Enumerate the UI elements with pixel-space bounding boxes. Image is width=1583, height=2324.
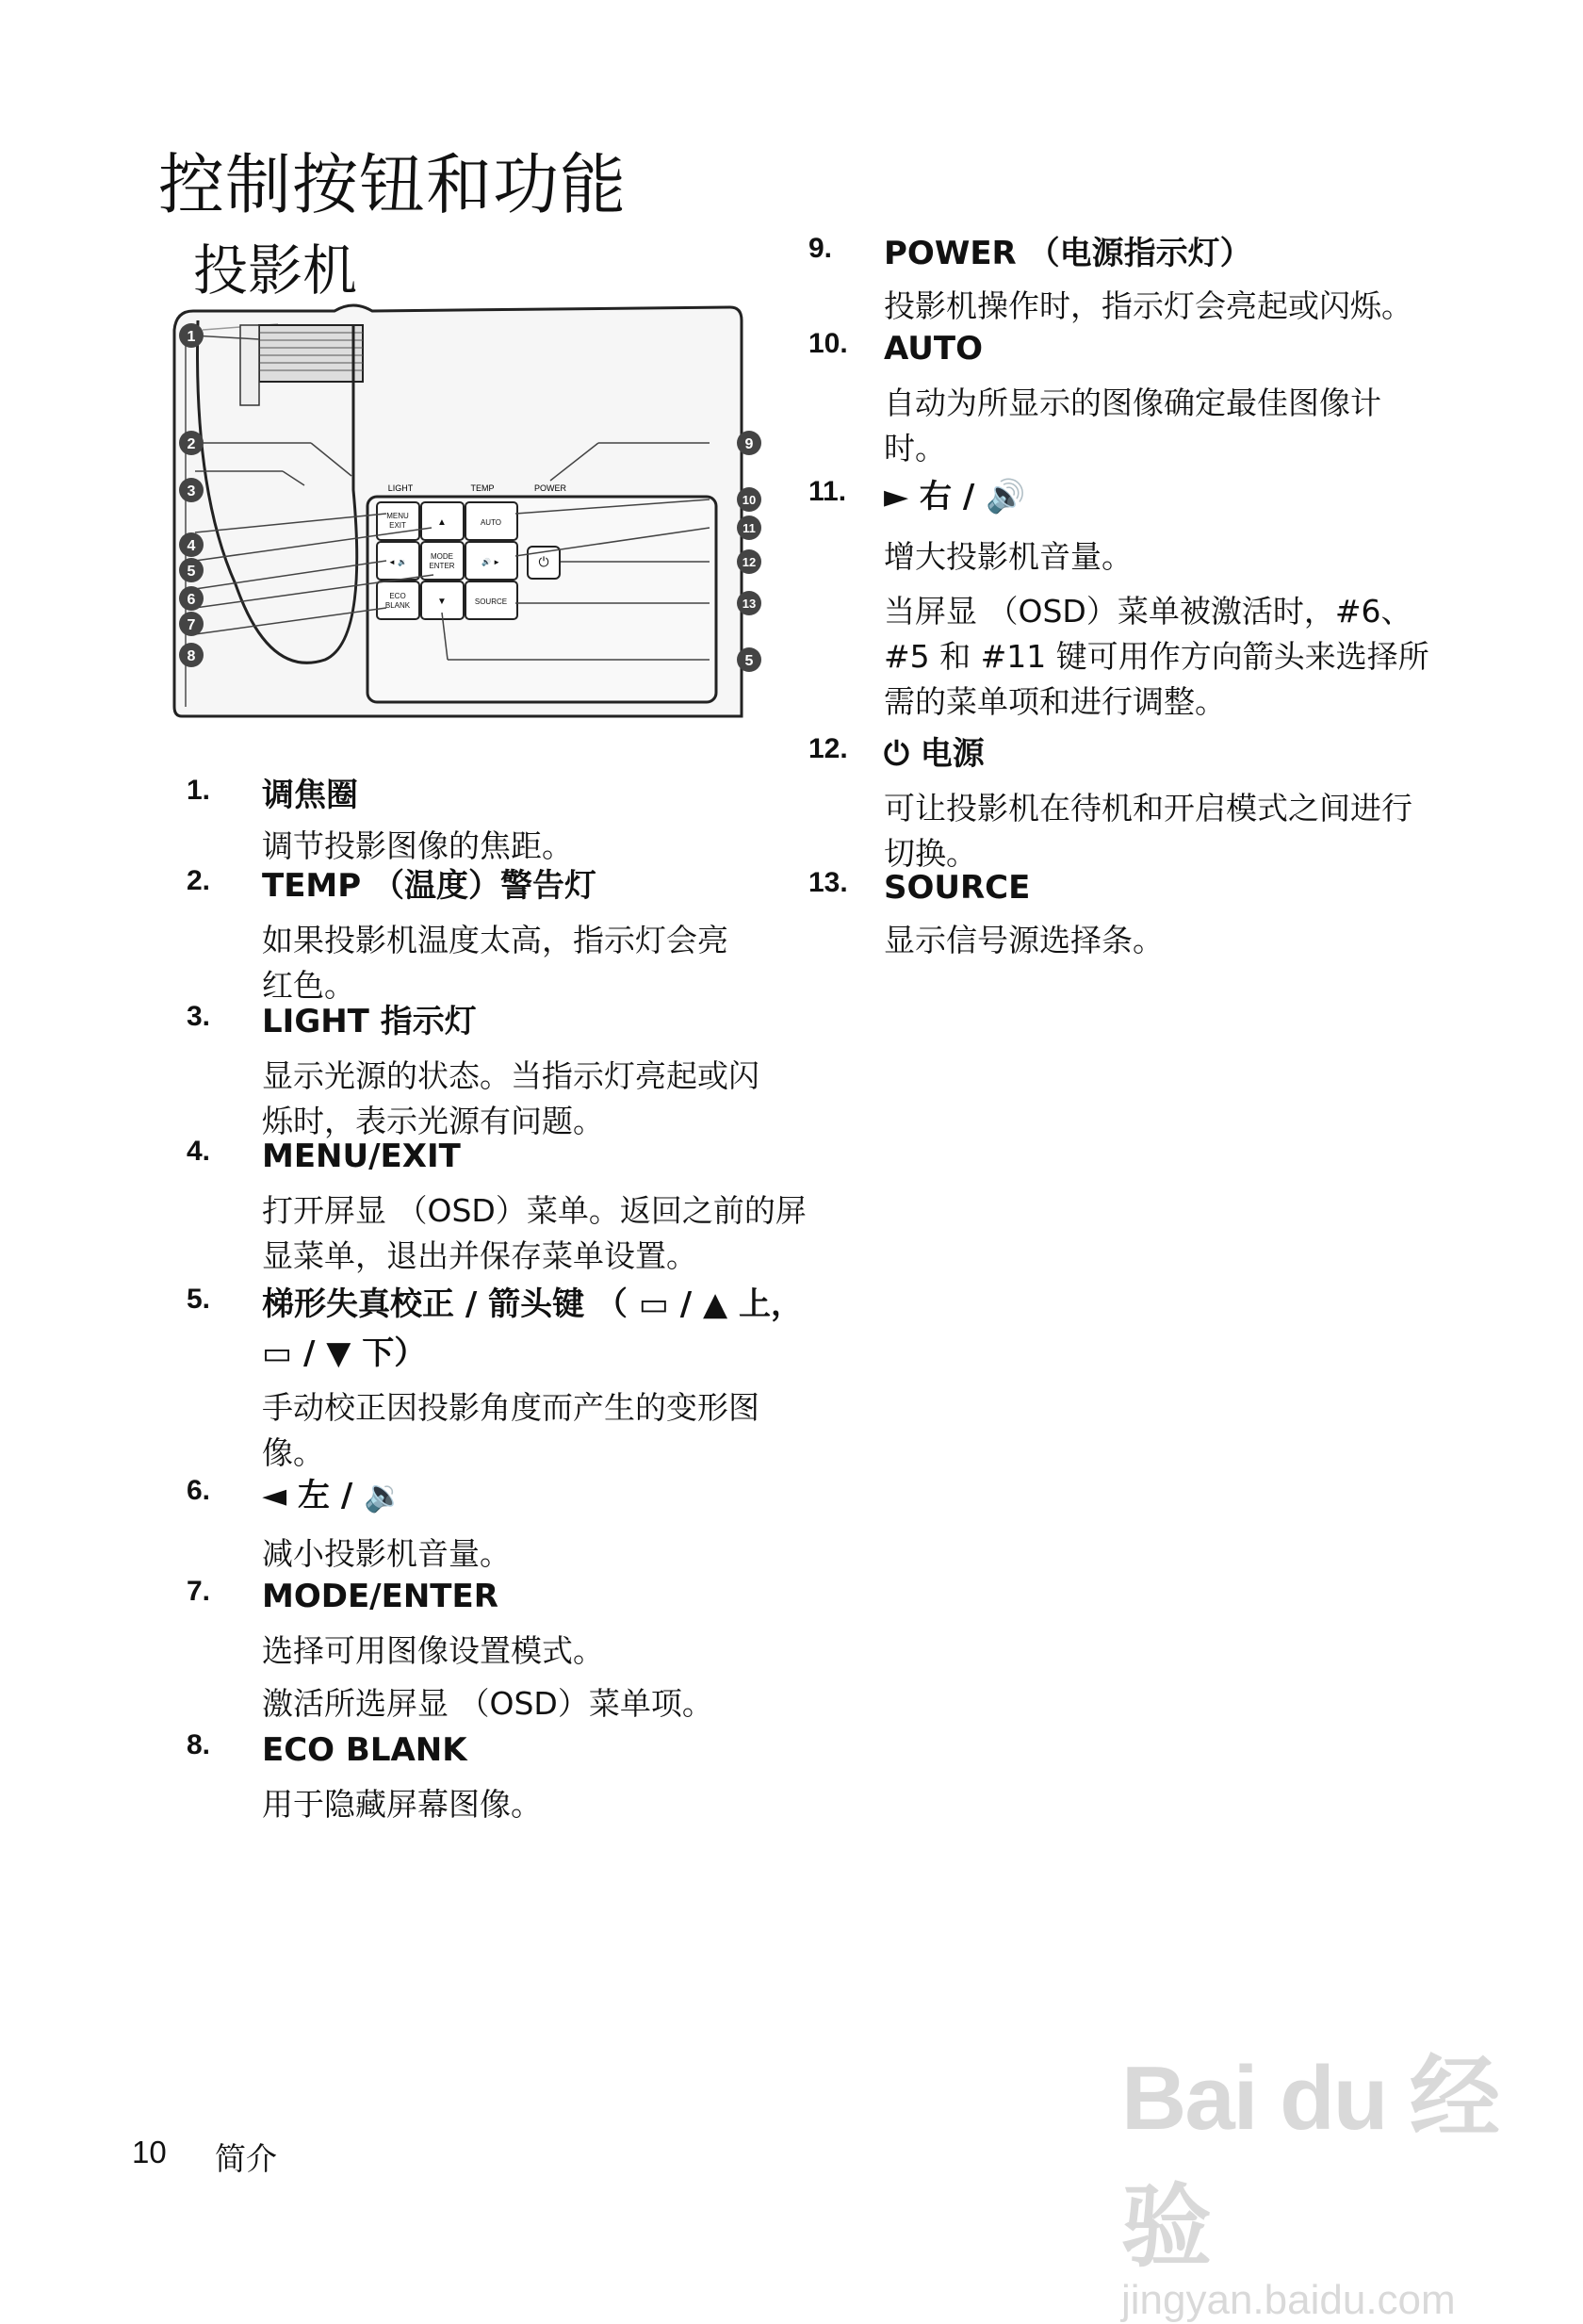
- focus-ring[interactable]: [259, 325, 363, 382]
- left-volume-icon: ◄ 🔉: [387, 558, 408, 566]
- right-volume-icon: 🔊 ►: [481, 558, 501, 566]
- item-title: MENU/EXIT: [262, 1137, 461, 1175]
- projector-control-diagram: [165, 302, 777, 745]
- item-description: 减小投影机音量。: [262, 1535, 511, 1572]
- item-description: 显示信号源选择条。: [884, 922, 1164, 958]
- item-title: ⏻ 电源: [884, 735, 985, 773]
- item-number: 12.: [808, 733, 848, 764]
- item-number: 8.: [187, 1729, 211, 1760]
- item-description: 如果投影机温度太高，指示灯会亮红色。: [262, 922, 728, 1004]
- power-indicator-label: POWER: [533, 483, 567, 493]
- item-title: 调焦圈: [262, 777, 358, 814]
- eco-label: ECO: [389, 592, 406, 600]
- mode-enter-button[interactable]: [421, 542, 464, 580]
- item-description: 投影机操作时，指示灯会亮起或闪烁。: [884, 287, 1412, 324]
- blank-label: BLANK: [384, 601, 411, 610]
- item-number: 9.: [808, 233, 833, 264]
- light-indicator-label: LIGHT: [387, 483, 414, 493]
- callout-12: 12: [742, 555, 757, 569]
- exit-label: EXIT: [389, 521, 406, 530]
- page-subtitle: 投影机: [193, 238, 358, 303]
- item-title: ◄ 左 / 🔉: [262, 1477, 404, 1514]
- item-number: 1.: [187, 775, 211, 806]
- mode-label: MODE: [431, 552, 453, 561]
- item-title: ► 右 / 🔊: [884, 478, 1026, 516]
- item-title: 梯形失真校正 / 箭头键 （ ▭ / ▲ 上，: [262, 1285, 803, 1323]
- item-title: AUTO: [884, 330, 983, 368]
- item-number: 2.: [187, 865, 211, 896]
- eco-blank-button[interactable]: [377, 581, 419, 619]
- callout-6: 6: [187, 592, 196, 608]
- auto-label: AUTO: [480, 518, 502, 527]
- temp-indicator-label: TEMP: [470, 483, 495, 493]
- power-icon: ⏻: [538, 554, 549, 569]
- item-number: 10.: [808, 328, 848, 359]
- item-number: 3.: [187, 1001, 211, 1032]
- enter-label: ENTER: [429, 562, 455, 570]
- watermark-logo: Bai du 经验: [1121, 2048, 1499, 2278]
- callout-5b: 5: [744, 653, 754, 669]
- item-number: 11.: [808, 476, 847, 507]
- callout-3: 3: [187, 483, 196, 499]
- item-description: 打开屏显 （OSD）菜单。返回之前的屏显菜单，退出并保存菜单设置。: [262, 1192, 807, 1274]
- item-number: 13.: [808, 867, 848, 898]
- item-number: 7.: [187, 1576, 211, 1607]
- down-arrow-icon: ▼: [437, 597, 447, 607]
- item-number: 6.: [187, 1475, 211, 1506]
- item-title-line2: ▭ / ▼ 下）: [262, 1334, 427, 1372]
- item-description: 用于隐藏屏幕图像。: [262, 1786, 542, 1823]
- callout-11: 11: [743, 521, 756, 535]
- section-name: 简介: [215, 2140, 277, 2177]
- item-number: 5.: [187, 1284, 211, 1315]
- item-description: 激活所选屏显 （OSD）菜单项。: [262, 1685, 713, 1722]
- item-title: LIGHT 指示灯: [262, 1003, 477, 1040]
- callout-8: 8: [187, 648, 196, 664]
- menu-label: MENU: [386, 512, 409, 520]
- callout-10: 10: [742, 493, 757, 507]
- item-description: 手动校正因投影角度而产生的变形图像。: [262, 1389, 759, 1471]
- item-description: 显示光源的状态。当指示灯亮起或闪烁时，表示光源有问题。: [262, 1057, 759, 1139]
- item-description: 增大投影机音量。: [884, 538, 1133, 575]
- item-description: 选择可用图像设置模式。: [262, 1632, 604, 1669]
- item-description: 调节投影图像的焦距。: [262, 827, 573, 864]
- baidu-watermark: [1121, 2026, 1583, 2324]
- callout-5: 5: [187, 564, 196, 580]
- item-title: POWER （电源指示灯）: [884, 235, 1252, 272]
- callout-7: 7: [187, 617, 196, 633]
- callout-2: 2: [187, 436, 196, 452]
- item-description: 当屏显 （OSD）菜单被激活时，#6、#5 和 #11 键可用作方向箭头来选择所需的菜单项和进行调整。: [884, 593, 1429, 720]
- item-description: 自动为所显示的图像确定最佳图像计时。: [884, 385, 1381, 466]
- item-title: TEMP （温度）警告灯: [262, 867, 597, 905]
- item-title: SOURCE: [884, 869, 1031, 907]
- up-arrow-icon: ▲: [437, 517, 447, 528]
- item-title: ECO BLANK: [262, 1731, 467, 1769]
- callout-9: 9: [744, 436, 754, 452]
- watermark-url: jingyan.baidu.com: [1121, 2277, 1456, 2323]
- page-title: 控制按钮和功能: [158, 146, 627, 223]
- item-title: MODE/ENTER: [262, 1578, 498, 1615]
- callout-4: 4: [187, 538, 196, 554]
- page-number: 10: [132, 2135, 167, 2169]
- callout-1: 1: [187, 329, 196, 345]
- item-number: 4.: [187, 1136, 211, 1167]
- item-description: 可让投影机在待机和开启模式之间进行切换。: [884, 790, 1412, 872]
- callout-13: 13: [742, 597, 757, 611]
- source-label: SOURCE: [474, 597, 508, 606]
